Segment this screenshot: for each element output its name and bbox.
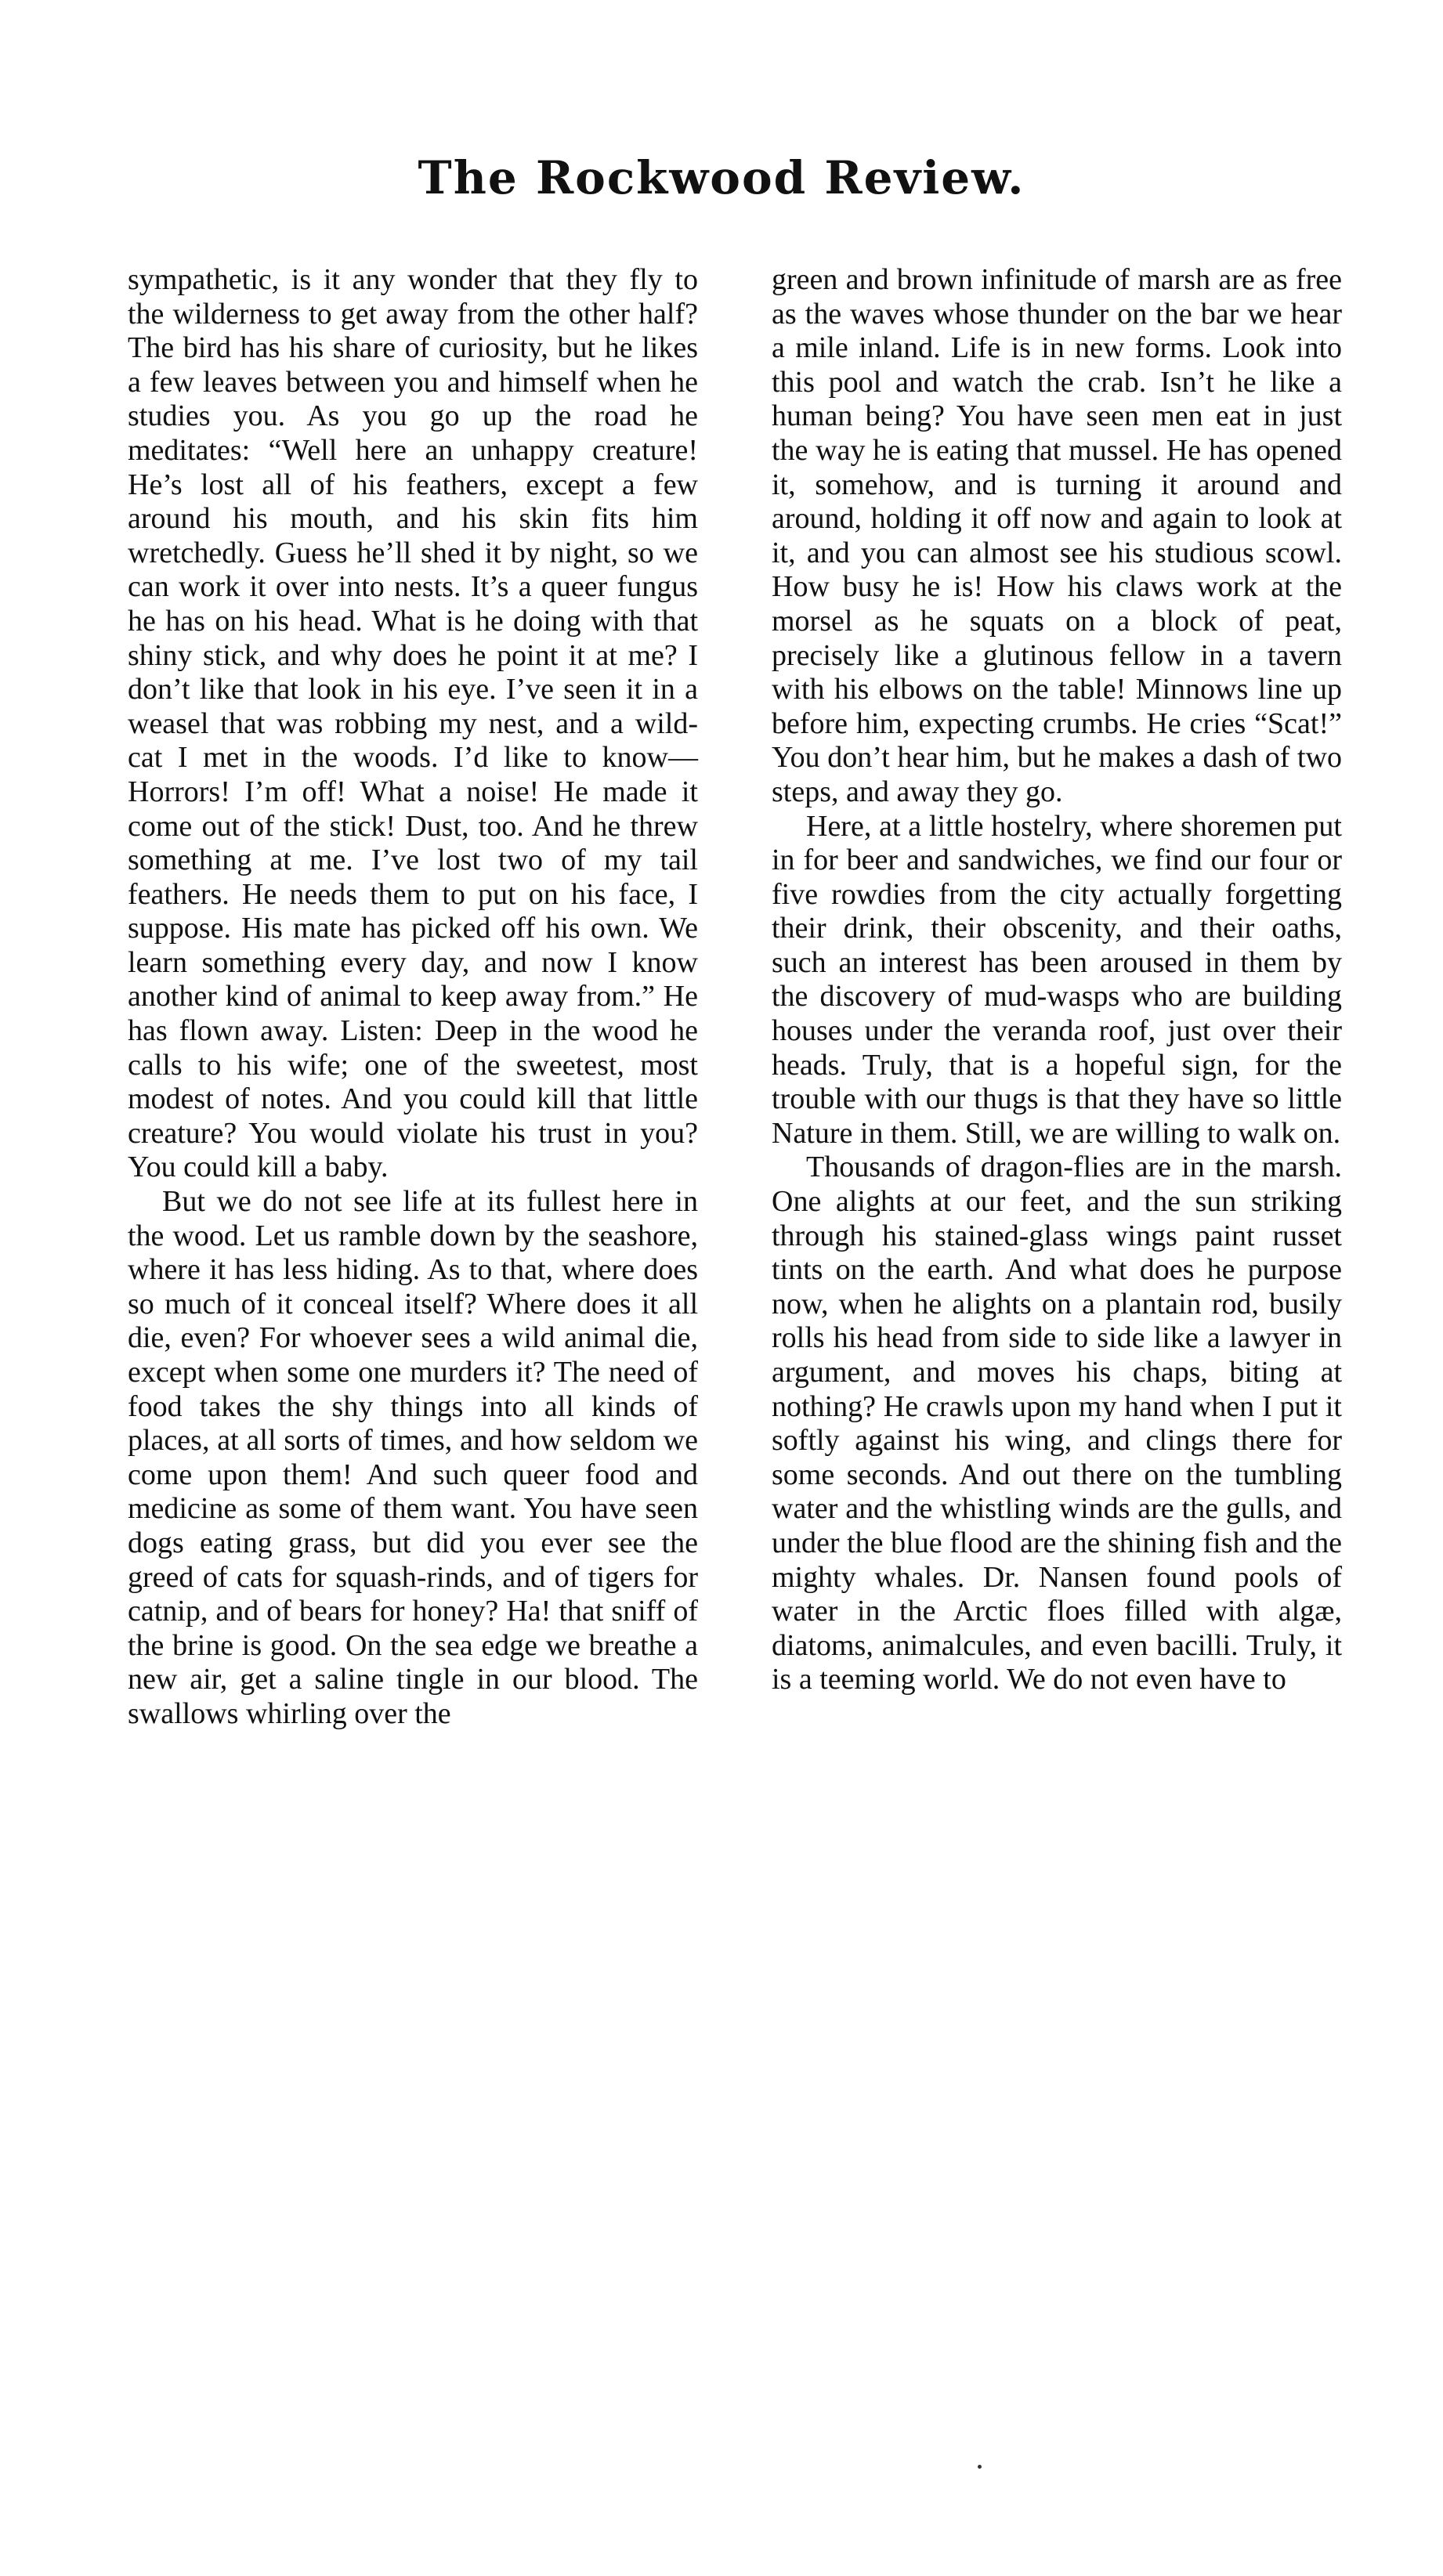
left-column xyxy=(128,263,698,1732)
paragraph: sympathetic, is it any wonder that they fly to the wilderness to get away from the other half? The bird has his share of curiosity, but he likes a few leaves between you and himself when he studies you. As you go up the road he meditates: “Well here an unhappy creature! He’s lost all of his feathers, except a few around his mouth, and his skin fits him wretchedly. Guess he’ll shed it by night, so we can work it over into nests. It’s a queer fungus he has on his head. What is he doing with that shiny stick, and why does he point it at me? I don’t like that look in his eye. I’ve seen it in a weasel that was robbing my nest, and a wild-cat I met in the woods. I’d like to know—Horrors! I’m off! What a noise! He made it come out of the stick! Dust, too. And he threw something at me. I’ve lost two of my tail feathers. He needs them to put on his face, I suppose. His mate has picked off his own. We learn something every day, and now I know another kind of animal to keep away from.” He has flown away. Listen: Deep in the wood he calls to his wife; one of the sweetest, most modest of notes. And you could kill that little creature? You would violate his trust in you? You could kill a baby. xyxy=(128,263,698,1184)
paragraph: Thousands of dragon-flies are in the marsh. One alights at our feet, and the sun striking through his stained-glass wings paint russet tints on the earth. And what does he purpose now, when he alights on a plantain rod, busily rolls his head from side to side like a lawyer in argument, and moves his chaps, biting at nothing? He crawls upon my hand when I put it softly against his wing, and clings there for some seconds. And out there on the tumbling water and the whistling winds are the gulls, and under the blue flood are the shining fish and the mighty whales. Dr. Nansen found pools of water in the Arctic floes filled with algæ, diatoms, animalcules, and even bacilli. Truly, it is a teeming world. We do not even have to xyxy=(772,1151,1342,1696)
right-column xyxy=(772,263,1342,1697)
page-header-title: The Rockwood Review. xyxy=(418,151,1025,204)
paragraph: Here, at a little hostelry, where shoremen put in for beer and sandwiches, we find our four or five rowdies from the city actually forgetting their drink, their obscenity, and their oaths, such an interest has been aroused in them by the discovery of mud-wasps who are building houses under the veranda roof, just over their heads. Truly, that is a hopeful sign, for the trouble with our thugs is that they have so little Nature in them. Still, we are willing to walk on. xyxy=(772,809,1342,1150)
paragraph: But we do not see life at its fullest here in the wood. Let us ramble down by the seashore, where it has less hiding. As to that, where does so much of it conceal itself? Where does it all die, even? For whoever sees a wild animal die, except when some one murders it? The need of food takes the shy things into all kinds of places, at all sorts of times, and how seldom we come upon them! And such queer food and medicine as some of them want. You have seen dogs eating grass, but did you ever see the greed of cats for squash-rinds, and of tigers for catnip, and of bears for honey? Ha! that sniff of the brine is good. On the sea edge we breathe a new air, get a saline tingle in our blood. The swallows whirling over the xyxy=(128,1185,698,1730)
page-speck-mark xyxy=(978,2465,982,2469)
paragraph: green and brown infinitude of marsh are as free as the waves whose thunder on the bar we hear a mile inland. Life is in new forms. Look into this pool and watch the crab. Isn’t he like a human being? You have seen men eat in just the way he is eating that mussel. He has opened it, somehow, and is turning it around and around, holding it off now and again to look at it, and you can almost see his studious scowl. How busy he is! How his claws work at the morsel as he squats on a block of peat, precisely like a glutinous fellow in a tavern with his elbows on the table! Minnows line up before him, expecting crumbs. He cries “Scat!” You don’t hear him, but he makes a dash of two steps, and away they go. xyxy=(772,263,1342,808)
